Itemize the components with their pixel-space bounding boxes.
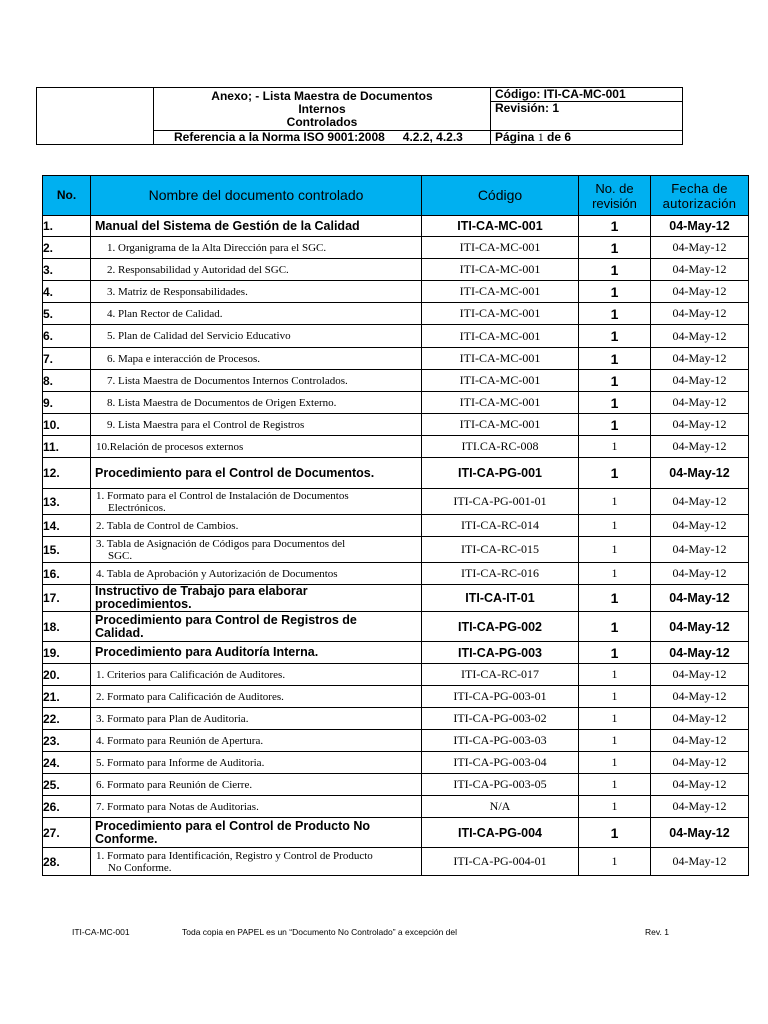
document-code-cell: ITI-CA-RC-017 — [422, 664, 579, 686]
document-name — [91, 848, 422, 876]
revision-number: 1 — [579, 237, 651, 259]
document-name-text: 5. Plan de Calidad del Servicio Educativo — [107, 330, 291, 342]
document-header — [36, 87, 683, 145]
document-name — [91, 325, 422, 348]
authorization-date: 04-May-12 — [651, 708, 749, 730]
document-code-cell: ITI-CA-PG-003-01 — [422, 686, 579, 708]
revision-number: 1 — [579, 563, 651, 585]
revision-number: 1 — [579, 708, 651, 730]
table-body — [43, 216, 749, 876]
header-info — [491, 88, 682, 144]
authorization-date: 04-May-12 — [651, 216, 749, 237]
document-name — [91, 414, 422, 436]
document-name — [91, 642, 422, 664]
document-name — [91, 436, 422, 458]
header-code: Código — [422, 176, 579, 216]
revision-number: 1 — [579, 458, 651, 489]
row-number: 20. — [43, 664, 91, 686]
document-name-text: 4. Formato para Reunión de Apertura. — [96, 734, 264, 747]
row-number: 26. — [43, 796, 91, 818]
document-name — [91, 796, 422, 818]
document-name-text: 3. Tabla de Asignación de Códigos para Documentos del — [96, 537, 346, 550]
document-code-cell: ITI-CA-PG-003-04 — [422, 752, 579, 774]
row-number: 11. — [43, 436, 91, 458]
norm-reference-label: Referencia a la Norma ISO 9001:2008 — [174, 130, 385, 144]
document-code-cell: N/A — [422, 796, 579, 818]
row-number: 21. — [43, 686, 91, 708]
title-line-3: Controlados — [286, 115, 358, 129]
header-date-line1: Fecha de — [671, 180, 728, 196]
table-row — [43, 392, 749, 414]
authorization-date: 04-May-12 — [651, 752, 749, 774]
header-date — [651, 176, 749, 216]
row-number: 10. — [43, 414, 91, 436]
document-name-text: 1. Formato para el Control de Instalación de Documentos — [96, 489, 349, 502]
footer-notice: Toda copia en PAPEL es un “Documento No Controlado” a excepción del — [182, 927, 457, 937]
document-name — [91, 752, 422, 774]
document-name-continuation: Conforme. — [95, 831, 158, 846]
document-name-text: 6. Formato para Reunión de Cierre. — [96, 778, 253, 791]
header-name: Nombre del documento controlado — [91, 176, 422, 216]
document-name-text: 10.Relación de procesos externos — [96, 440, 244, 453]
document-code-cell: ITI-CA-PG-003-03 — [422, 730, 579, 752]
document-name-text: 1. Criterios para Calificación de Auditores. — [96, 668, 286, 681]
document-name — [91, 216, 422, 237]
row-number: 6. — [43, 325, 91, 348]
header-revision-line1: No. de — [595, 180, 634, 196]
header-revision-line2: revisión — [592, 195, 637, 211]
table-row — [43, 348, 749, 370]
document-name-text: 3. Formato para Plan de Auditoria. — [96, 712, 249, 725]
document-name-text: 1. Formato para Identificación, Registro y Control de Producto — [96, 849, 373, 862]
authorization-date: 04-May-12 — [651, 392, 749, 414]
authorization-date: 04-May-12 — [651, 436, 749, 458]
document-code-cell: ITI.CA-RC-008 — [422, 436, 579, 458]
title-line-2: Internos — [298, 102, 346, 116]
document-code-cell: ITI-CA-IT-01 — [422, 585, 579, 612]
revision-number: 1 — [579, 612, 651, 642]
document-code-cell: ITI-CA-MC-001 — [422, 370, 579, 392]
authorization-date: 04-May-12 — [651, 281, 749, 303]
document-name — [91, 730, 422, 752]
document-name-text: Procedimiento para el Control de Producto No — [95, 818, 371, 833]
table-row — [43, 612, 749, 642]
revision-number: 1 — [579, 436, 651, 458]
authorization-date: 04-May-12 — [651, 489, 749, 515]
revision-number: 1 — [579, 848, 651, 876]
row-number: 9. — [43, 392, 91, 414]
revision-number: 1 — [579, 325, 651, 348]
document-name-text: Procedimiento para Control de Registros de — [95, 612, 357, 627]
document-title — [154, 88, 491, 130]
revision-number: 1 — [579, 818, 651, 848]
table-row — [43, 848, 749, 876]
footer-revision: Rev. 1 — [645, 927, 669, 937]
authorization-date: 04-May-12 — [651, 325, 749, 348]
row-number: 18. — [43, 612, 91, 642]
authorization-date: 04-May-12 — [651, 458, 749, 489]
authorization-date: 04-May-12 — [651, 848, 749, 876]
authorization-date: 04-May-12 — [651, 585, 749, 612]
table-row — [43, 752, 749, 774]
document-name-continuation: procedimientos. — [95, 597, 192, 611]
document-code-cell: ITI-CA-PG-004-01 — [422, 848, 579, 876]
document-code-cell: ITI-CA-RC-014 — [422, 515, 579, 537]
row-number: 14. — [43, 515, 91, 537]
document-name — [91, 489, 422, 515]
page-prefix: Página — [495, 130, 535, 144]
row-number: 15. — [43, 537, 91, 563]
revision-number: 1 — [579, 752, 651, 774]
table-row — [43, 537, 749, 563]
revision-number: 1 — [579, 642, 651, 664]
page-suffix: de 6 — [547, 130, 572, 144]
document-name-text: 5. Formato para Informe de Auditoria. — [96, 756, 265, 769]
authorization-date: 04-May-12 — [651, 537, 749, 563]
table-row — [43, 585, 749, 612]
table-row — [43, 796, 749, 818]
table-row — [43, 730, 749, 752]
row-number: 19. — [43, 642, 91, 664]
row-number: 22. — [43, 708, 91, 730]
document-name — [91, 348, 422, 370]
page-indicator — [491, 130, 682, 144]
table-row — [43, 325, 749, 348]
document-name — [91, 708, 422, 730]
document-code-cell: ITI-CA-MC-001 — [422, 216, 579, 237]
table-row — [43, 642, 749, 664]
document-name-text: 2. Responsabilidad y Autoridad del SGC. — [107, 263, 289, 276]
document-name — [91, 259, 422, 281]
table-header-row — [43, 176, 749, 216]
document-name-text: 9. Lista Maestra para el Control de Registros — [107, 418, 305, 431]
table-row — [43, 281, 749, 303]
document-code-cell: ITI-CA-MC-001 — [422, 237, 579, 259]
revision-number: 1 — [579, 414, 651, 436]
document-name-text: 4. Plan Rector de Calidad. — [107, 307, 223, 320]
revision-number: 1 — [579, 489, 651, 515]
table-row — [43, 216, 749, 237]
document-code-cell: ITI-CA-MC-001 — [422, 281, 579, 303]
revision-number: 1 — [579, 370, 651, 392]
document-name — [91, 774, 422, 796]
row-number: 5. — [43, 303, 91, 325]
document-code-cell: ITI-CA-MC-001 — [422, 303, 579, 325]
document-name — [91, 585, 422, 612]
document-code-cell: ITI-CA-PG-003-02 — [422, 708, 579, 730]
row-number: 2. — [43, 237, 91, 259]
revision-number: 1 — [579, 392, 651, 414]
document-code-cell: ITI-CA-PG-001-01 — [422, 489, 579, 515]
document-name — [91, 563, 422, 585]
document-name-continuation: Electrónicos. — [108, 501, 166, 514]
row-number: 25. — [43, 774, 91, 796]
revision-number: 1 — [579, 303, 651, 325]
document-name-text: 2. Formato para Calificación de Auditores. — [96, 690, 284, 703]
document-code-cell: ITI-CA-MC-001 — [422, 414, 579, 436]
document-name — [91, 537, 422, 563]
authorization-date: 04-May-12 — [651, 818, 749, 848]
document-name — [91, 612, 422, 642]
authorization-date: 04-May-12 — [651, 259, 749, 281]
authorization-date: 04-May-12 — [651, 237, 749, 259]
authorization-date: 04-May-12 — [651, 370, 749, 392]
document-name-continuation: SGC. — [108, 549, 133, 562]
table-row — [43, 664, 749, 686]
table-row — [43, 259, 749, 281]
document-name — [91, 818, 422, 848]
document-name-continuation: Calidad. — [95, 625, 144, 640]
document-code-cell: ITI-CA-PG-002 — [422, 612, 579, 642]
page-number: 1 — [537, 130, 544, 144]
authorization-date: 04-May-12 — [651, 348, 749, 370]
row-number: 4. — [43, 281, 91, 303]
document-name — [91, 237, 422, 259]
document-name-text: Procedimiento para Auditoría Interna. — [95, 645, 319, 659]
document-name-text: 6. Mapa e interacción de Procesos. — [107, 352, 261, 365]
document-name-text: 1. Organigrama de la Alta Dirección para el SGC. — [107, 241, 327, 254]
revision-number: 1 — [579, 216, 651, 237]
document-revision: Revisión: 1 — [495, 101, 560, 115]
authorization-date: 04-May-12 — [651, 612, 749, 642]
norm-reference — [154, 130, 491, 144]
document-name-text: 2. Tabla de Control de Cambios. — [96, 519, 239, 532]
revision-number: 1 — [579, 281, 651, 303]
row-number: 16. — [43, 563, 91, 585]
table-row — [43, 303, 749, 325]
master-document-table — [42, 175, 749, 876]
revision-number: 1 — [579, 585, 651, 612]
document-code-cell: ITI-CA-PG-003 — [422, 642, 579, 664]
table-row — [43, 515, 749, 537]
document-code-cell: ITI-CA-MC-001 — [422, 325, 579, 348]
document-name — [91, 281, 422, 303]
authorization-date: 04-May-12 — [651, 303, 749, 325]
document-name-text: 8. Lista Maestra de Documentos de Origen Externo. — [107, 396, 337, 409]
table-row — [43, 458, 749, 489]
document-name — [91, 664, 422, 686]
row-number: 8. — [43, 370, 91, 392]
row-number: 24. — [43, 752, 91, 774]
row-number: 12. — [43, 458, 91, 489]
document-name — [91, 370, 422, 392]
authorization-date: 04-May-12 — [651, 642, 749, 664]
document-name-text: 7. Lista Maestra de Documentos Internos Controlados. — [107, 374, 348, 387]
page-footer — [0, 927, 768, 941]
document-name-text: Procedimiento para el Control de Documentos. — [95, 465, 375, 480]
revision-number: 1 — [579, 686, 651, 708]
document-code: Código: ITI-CA-MC-001 — [491, 88, 682, 102]
document-name — [91, 303, 422, 325]
revision-number: 1 — [579, 664, 651, 686]
header-no: No. — [43, 176, 91, 216]
document-code-cell: ITI-CA-MC-001 — [422, 259, 579, 281]
document-name — [91, 392, 422, 414]
table-row — [43, 774, 749, 796]
row-number: 28. — [43, 848, 91, 876]
document-code-cell: ITI-CA-MC-001 — [422, 392, 579, 414]
row-number: 1. — [43, 216, 91, 237]
document-code-cell: ITI-CA-PG-004 — [422, 818, 579, 848]
authorization-date: 04-May-12 — [651, 686, 749, 708]
authorization-date: 04-May-12 — [651, 563, 749, 585]
authorization-date: 04-May-12 — [651, 515, 749, 537]
header-date-line2: autorización — [662, 195, 737, 211]
document-code-cell: ITI-CA-MC-001 — [422, 348, 579, 370]
revision-number: 1 — [579, 774, 651, 796]
revision-number: 1 — [579, 796, 651, 818]
document-name — [91, 515, 422, 537]
authorization-date: 04-May-12 — [651, 796, 749, 818]
table-row — [43, 370, 749, 392]
revision-number: 1 — [579, 537, 651, 563]
document-name-text: 7. Formato para Notas de Auditorias. — [96, 800, 259, 813]
table-row — [43, 237, 749, 259]
table-row — [43, 686, 749, 708]
row-number: 27. — [43, 818, 91, 848]
header-revision — [579, 176, 651, 216]
document-name-text: 3. Matriz de Responsabilidades. — [107, 285, 248, 298]
logo-cell — [37, 88, 154, 144]
authorization-date: 04-May-12 — [651, 664, 749, 686]
document-code-cell: ITI-CA-RC-015 — [422, 537, 579, 563]
document-name-text: 4. Tabla de Aprobación y Autorización de Documentos — [96, 567, 338, 580]
row-number: 7. — [43, 348, 91, 370]
revision-number: 1 — [579, 730, 651, 752]
document-code-cell: ITI-CA-PG-003-05 — [422, 774, 579, 796]
document-name-text: Instructivo de Trabajo para elaborar — [95, 584, 308, 598]
table-row — [43, 708, 749, 730]
title-line-1: Anexo; - Lista Maestra de Documentos — [211, 89, 433, 103]
document-name — [91, 686, 422, 708]
norm-reference-sections: 4.2.2, 4.2.3 — [402, 130, 463, 144]
table-row — [43, 414, 749, 436]
table-row — [43, 818, 749, 848]
document-name-text: Manual del Sistema de Gestión de la Calidad — [95, 218, 360, 233]
document-code-cell: ITI-CA-RC-016 — [422, 563, 579, 585]
document-name-continuation: No Conforme. — [108, 861, 172, 874]
row-number: 3. — [43, 259, 91, 281]
table-row — [43, 436, 749, 458]
footer-code: ITI-CA-MC-001 — [72, 927, 130, 937]
table-row — [43, 489, 749, 515]
row-number: 13. — [43, 489, 91, 515]
authorization-date: 04-May-12 — [651, 414, 749, 436]
revision-number: 1 — [579, 259, 651, 281]
row-number: 23. — [43, 730, 91, 752]
authorization-date: 04-May-12 — [651, 774, 749, 796]
document-name — [91, 458, 422, 489]
revision-number: 1 — [579, 348, 651, 370]
revision-number: 1 — [579, 515, 651, 537]
document-code-cell: ITI-CA-PG-001 — [422, 458, 579, 489]
row-number: 17. — [43, 585, 91, 612]
table-row — [43, 563, 749, 585]
authorization-date: 04-May-12 — [651, 730, 749, 752]
